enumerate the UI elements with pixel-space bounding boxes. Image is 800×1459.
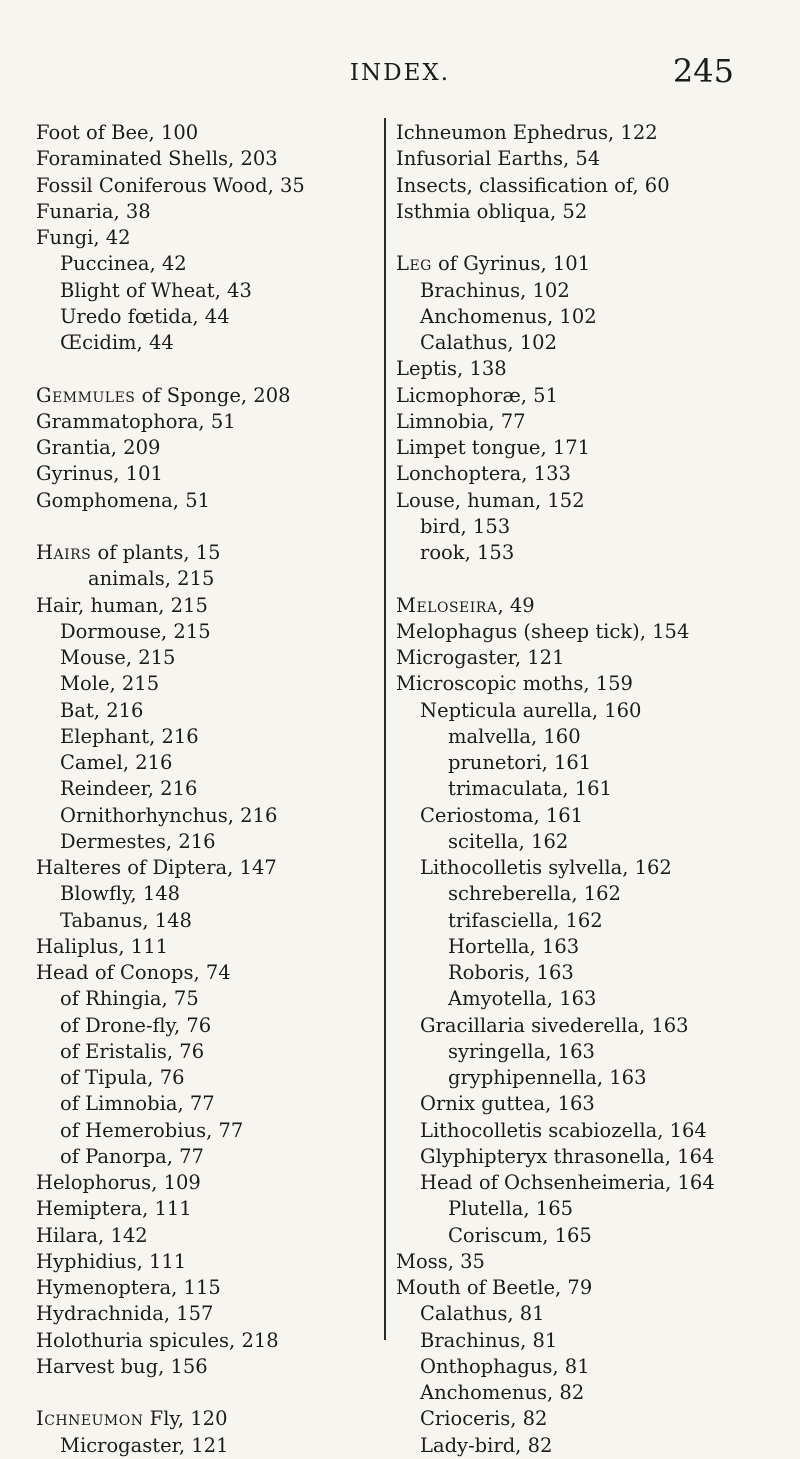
entry-text: Roboris, 163 [448,961,574,984]
section-gap [36,514,376,540]
entry-text: Mouth of Beetle, 79 [396,1276,593,1299]
index-entry [36,986,376,1012]
index-entry [396,645,776,671]
entry-text: Louse, human, 152 [396,488,585,512]
index-entry [396,383,776,409]
index-entry [36,409,376,435]
entry-text: of Panorpa, 77 [60,1144,204,1168]
index-entry [36,488,376,514]
entry-text: Dormouse, 215 [60,619,211,643]
entry-text: Halteres of Diptera, 147 [36,856,277,879]
index-entry [36,1170,376,1196]
entry-text: Brachinus, 102 [420,278,570,302]
entry-text: Lady-bird, 82 [420,1433,553,1457]
entry-text: Fungi, 42 [36,226,131,249]
index-entry [36,540,376,566]
index-entry [36,1065,376,1091]
entry-text: Fossil Coniferous Wood, 35 [36,173,305,197]
column-divider [384,118,386,1340]
index-entry [36,1118,376,1144]
entry-text: of Tipula, 76 [60,1066,185,1089]
entry-text: Moss, 35 [396,1249,485,1273]
entry-text: Grantia, 209 [36,436,161,459]
index-entry [36,750,376,776]
index-entry [36,146,376,172]
index-entry [396,619,776,645]
entry-text: Hortella, 163 [448,934,580,958]
entry-text: Anchomenus, 102 [420,304,597,328]
index-entry [396,1065,776,1091]
index-entry [36,1406,376,1432]
entry-text: Dermestes, 216 [60,829,216,853]
entry-text: Camel, 216 [60,751,173,774]
entry-text: bird, 153 [420,514,511,538]
index-entry [36,1144,376,1170]
index-entry [396,986,776,1012]
entry-text: Gracillaria sivederella, 163 [420,1013,689,1037]
entry-text: Ornix guttea, 163 [420,1092,595,1116]
index-entry [36,1013,376,1039]
index-entry [36,855,376,881]
entry-text: Coriscum, 165 [448,1223,592,1247]
index-entry [36,934,376,960]
entry-text: Funaria, 38 [36,199,151,223]
index-entry [396,304,776,330]
entry-text: of Sponge, 208 [135,383,291,407]
index-entry [396,120,776,146]
entry-text: prunetori, 161 [448,751,592,774]
entry-text: Foot of Bee, 100 [36,121,199,144]
index-entry [396,356,776,382]
entry-text: Microgaster, 121 [60,1433,229,1457]
index-entry [36,278,376,304]
index-entry [396,1013,776,1039]
entry-text: of Eristalis, 76 [60,1039,205,1063]
entry-text: Ceriostoma, 161 [420,803,584,827]
index-entry [36,1039,376,1065]
index-entry [36,120,376,146]
entry-text: Crioceris, 82 [420,1407,548,1431]
entry-text: Hair, human, 215 [36,593,208,617]
entry-lead-word: Meloseira [396,593,498,617]
entry-text: scitella, 162 [448,829,569,853]
entry-lead-word: Gemmules [36,383,136,407]
entry-text: Amyotella, 163 [448,987,597,1011]
entry-text: Melophagus (sheep tick), 154 [396,619,690,643]
index-entry [396,750,776,776]
entry-text: of Limnobia, 77 [60,1092,215,1116]
index-entry [396,1354,776,1380]
entry-text: Head of Ochsenheimeria, 164 [420,1171,715,1194]
entry-text: Nepticula aurella, 160 [420,698,642,722]
index-column-right [396,120,776,1459]
index-entry [396,251,776,277]
index-entry [396,724,776,750]
entry-text: Calathus, 102 [420,331,557,354]
entry-text: Infusorial Earths, 54 [396,147,601,171]
entry-text: Hyphidius, 111 [36,1249,187,1273]
entry-text: Hymenoptera, 115 [36,1276,221,1299]
entry-text: animals, 215 [88,567,215,591]
page-title: INDEX. [349,60,451,86]
index-entry [36,1354,376,1380]
index-entry [396,1144,776,1170]
entry-text: Leptis, 138 [396,357,507,381]
entry-text: Insects, classification of, 60 [396,173,670,197]
index-entry [396,934,776,960]
entry-text: Foraminated Shells, 203 [36,147,278,171]
index-entry [396,855,776,881]
index-entry [36,724,376,750]
index-entry [396,514,776,540]
entry-text: gryphipennella, 163 [448,1066,647,1089]
index-entry [36,566,376,592]
index-entry [396,435,776,461]
entry-text: of Hemerobius, 77 [60,1118,244,1142]
entry-text: Holothuria spicules, 218 [36,1328,279,1352]
index-entry [396,1275,776,1301]
index-entry [36,645,376,671]
entry-lead-word: Leg [396,252,432,276]
entry-text: Licmophoræ, 51 [396,383,558,407]
index-entry [36,908,376,934]
index-entry [36,225,376,251]
index-entry [396,488,776,514]
entry-text: Bat, 216 [60,698,144,722]
index-entry [396,960,776,986]
index-entry [396,1170,776,1196]
entry-text: Œcidim, 44 [60,331,174,354]
entry-text: Hilara, 142 [36,1223,148,1247]
index-entry [36,435,376,461]
entry-text: Blowfly, 148 [60,882,181,906]
entry-text: Microgaster, 121 [396,646,565,669]
entry-text: Fly, 120 [143,1407,228,1431]
index-entry [396,1091,776,1117]
entry-text: Ichneumon Ephedrus, 122 [396,121,658,144]
section-gap [36,1380,376,1406]
entry-text: trifasciella, 162 [448,908,603,932]
entry-text: Anchomenus, 82 [420,1381,585,1404]
index-entry [36,173,376,199]
index-entry [36,1328,376,1354]
index-entry [36,881,376,907]
index-entry [36,1249,376,1275]
entry-lead-word: Hairs [36,541,92,564]
entry-text: Lithocolletis scabiozella, 164 [420,1118,707,1142]
index-entry [396,173,776,199]
index-entry [396,1406,776,1432]
entry-text: Calathus, 81 [420,1302,545,1326]
entry-text: Ornithorhynchus, 216 [60,803,278,827]
index-entry [36,304,376,330]
entry-text: , 49 [497,593,535,617]
index-entry [396,593,776,619]
index-entry [36,461,376,487]
entry-text: Microscopic moths, 159 [396,672,633,696]
index-entry [36,383,376,409]
index-entry [396,1328,776,1354]
section-gap [396,566,776,592]
page-number: 245 [672,52,734,90]
index-entry [36,199,376,225]
index-entry [36,251,376,277]
index-entry [36,1433,376,1459]
section-gap [396,225,776,251]
entry-text: Plutella, 165 [448,1197,574,1221]
index-column-left [36,120,376,1459]
index-entry [396,330,776,356]
index-entry [36,671,376,697]
entry-text: of Rhingia, 75 [60,987,199,1011]
entry-text: Limnobia, 77 [396,409,526,433]
entry-text: Reindeer, 216 [60,777,198,801]
index-entry [396,540,776,566]
entry-text: Gomphomena, 51 [36,488,211,512]
index-entry [396,1039,776,1065]
index-entry [396,776,776,802]
index-entry [396,199,776,225]
entry-text: Blight of Wheat, 43 [60,278,252,302]
entry-text: Harvest bug, 156 [36,1354,208,1378]
index-entry [396,1249,776,1275]
entry-text: Onthophagus, 81 [420,1354,590,1378]
index-entry [36,1196,376,1222]
index-entry [396,829,776,855]
entry-text: Hydrachnida, 157 [36,1302,214,1326]
entry-text: Limpet tongue, 171 [396,436,591,459]
entry-text: Mouse, 215 [60,646,176,669]
index-entry [36,1091,376,1117]
entry-text: rook, 153 [420,541,515,564]
entry-text: trimaculata, 161 [448,777,612,801]
entry-text: schreberella, 162 [448,882,621,906]
index-entry [396,1433,776,1459]
entry-text: Mole, 215 [60,672,160,696]
index-entry [396,146,776,172]
index-entry [36,698,376,724]
section-gap [36,356,376,382]
index-entry [36,593,376,619]
entry-text: Lithocolletis sylvella, 162 [420,856,672,879]
entry-text: Gyrinus, 101 [36,462,163,486]
entry-text: Puccinea, 42 [60,252,187,276]
index-entry [396,881,776,907]
index-entry [396,278,776,304]
index-entry [36,1223,376,1249]
index-entry [396,409,776,435]
index-entry [396,1301,776,1327]
entry-text: of Drone-fly, 76 [60,1013,212,1037]
entry-text: Tabanus, 148 [60,908,192,932]
index-entry [396,1380,776,1406]
index-entry [396,908,776,934]
entry-text: Grammatophora, 51 [36,409,236,433]
entry-text: Elephant, 216 [60,724,199,748]
entry-text: Helophorus, 109 [36,1171,201,1194]
entry-text: Head of Conops, 74 [36,961,231,984]
entry-text: Glyphipteryx thrasonella, 164 [420,1144,715,1168]
index-entry [396,803,776,829]
index-entry [36,1301,376,1327]
index-entry [36,829,376,855]
entry-text: Uredo fœtida, 44 [60,304,230,328]
index-entry [396,1118,776,1144]
index-entry [36,619,376,645]
index-entry [396,461,776,487]
entry-text: of plants, 15 [91,541,221,564]
entry-text: syringella, 163 [448,1039,595,1063]
index-entry [36,776,376,802]
entry-text: Lonchoptera, 133 [396,462,571,486]
entry-text: Isthmia obliqua, 52 [396,199,588,223]
index-entry [36,330,376,356]
entry-text: Hemiptera, 111 [36,1197,192,1221]
index-entry [36,1275,376,1301]
index-entry [396,671,776,697]
entry-lead-word: Ichneumon [36,1407,144,1431]
index-entry [396,1196,776,1222]
entry-text: Haliplus, 111 [36,934,169,958]
index-entry [396,1223,776,1249]
entry-text: Brachinus, 81 [420,1328,558,1352]
index-entry [36,803,376,829]
entry-text: malvella, 160 [448,724,581,748]
index-entry [396,698,776,724]
entry-text: of Gyrinus, 101 [431,252,591,276]
index-entry [36,960,376,986]
